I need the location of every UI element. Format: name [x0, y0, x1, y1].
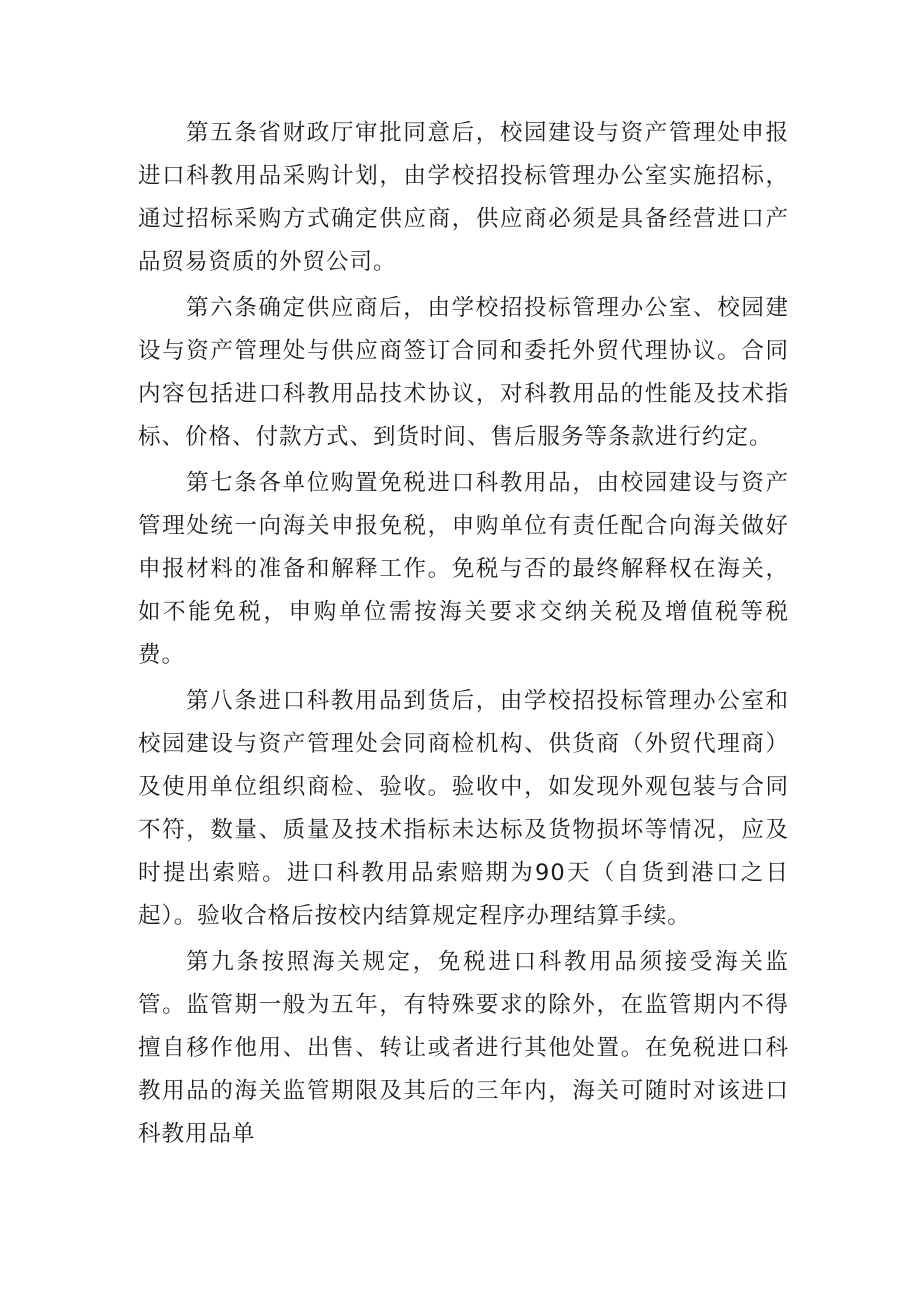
article-8-paragraph: 第八条进口科教用品到货后，由学校招投标管理办公室和校园建设与资产管理处会同商检机构、供货商（外贸代理商）及使用单位组织商检、验收。验收中，如发现外观包装与合同不符，数量、质量及技术指标未达标及货物损坏等情况，应及时提出索赔。进口科教用品索赔期为90天（自货到港口之日起）。验收合格后按校内结算规定程序办理结算手续。	[138, 688, 789, 929]
article-5-paragraph: 第五条省财政厅审批同意后，校园建设与资产管理处申报进口科教用品采购计划，由学校招投标管理办公室实施招标，通过招标采购方式确定供应商，供应商必须是具备经营进口产品贸易资质的外贸公司。	[138, 120, 789, 275]
document-body	[138, 112, 789, 1156]
article-7-paragraph: 第七条各单位购置免税进口科教用品，由校园建设与资产管理处统一向海关申报免税，申购单位有责任配合向海关做好申报材料的准备和解释工作。免税与否的最终解释权在海关，如不能免税，申购单位需按海关要求交纳关税及增值税等税费。	[138, 470, 789, 668]
article-9-paragraph: 第九条按照海关规定，免税进口科教用品须接受海关监管。监管期一般为五年，有特殊要求的除外，在监管期内不得擅自移作他用、出售、转让或者进行其他处置。在免税进口科教用品的海关监管期限及其后的三年内，海关可随时对该进口科教用品单	[138, 949, 789, 1147]
article-6-paragraph: 第六条确定供应商后，由学校招投标管理办公室、校园建设与资产管理处与供应商签订合同和委托外贸代理协议。合同内容包括进口科教用品技术协议，对科教用品的性能及技术指标、价格、付款方式、到货时间、售后服务等条款进行约定。	[138, 295, 789, 450]
